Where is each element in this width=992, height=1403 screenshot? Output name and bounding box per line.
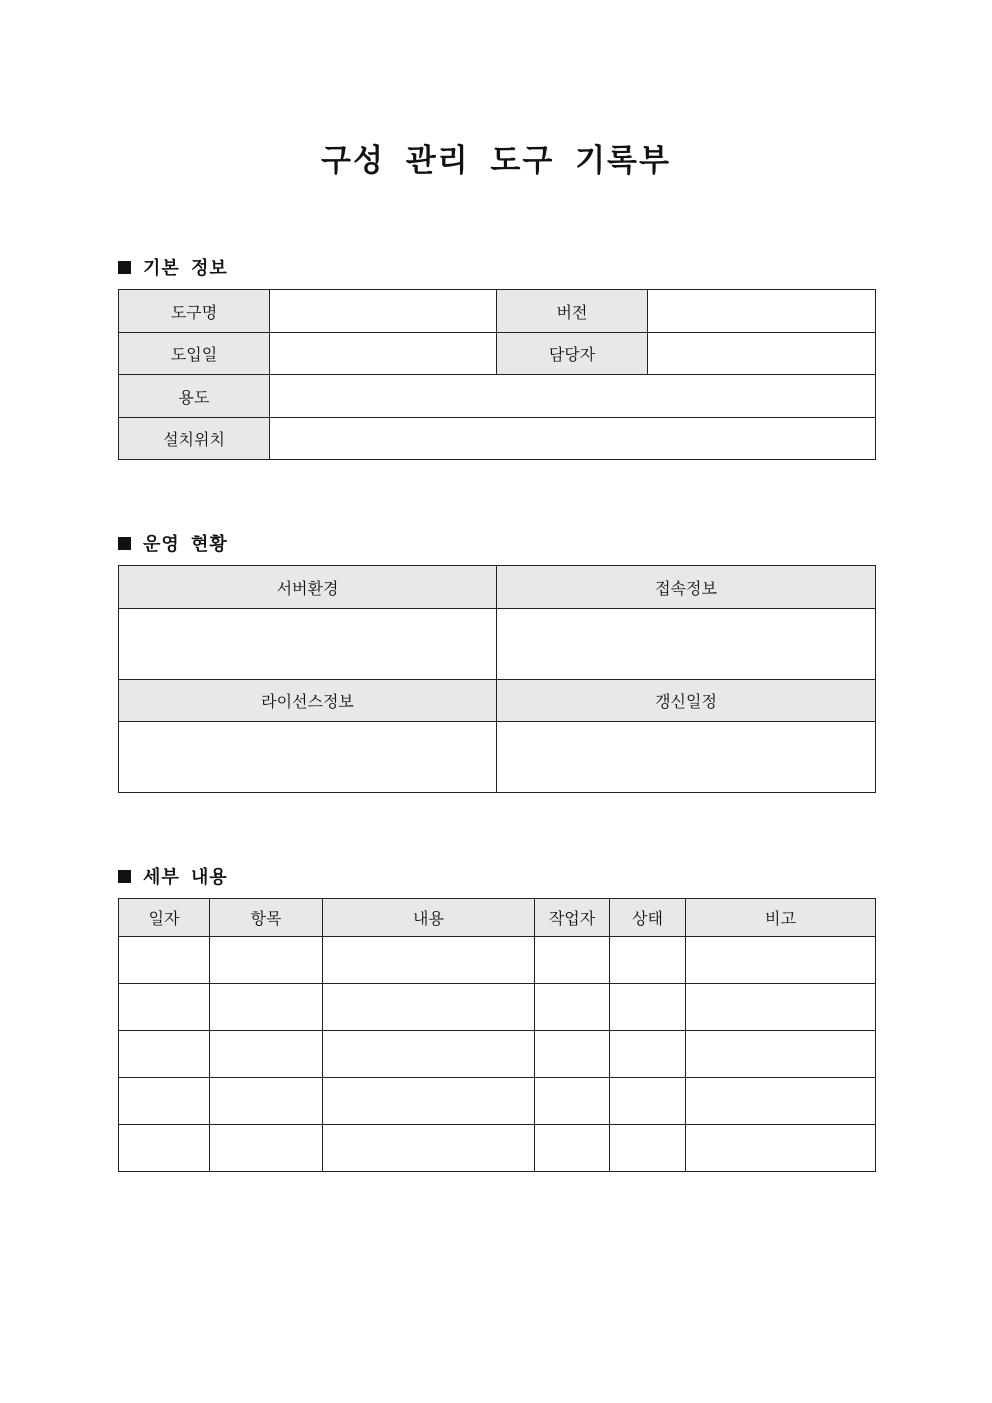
remarks-cell[interactable] — [686, 1125, 876, 1172]
date-cell[interactable] — [119, 937, 210, 984]
basic-row-location — [119, 418, 876, 460]
section-detail-heading — [118, 863, 228, 889]
date-cell[interactable] — [119, 1078, 210, 1125]
label-purpose: 용도 — [119, 375, 270, 418]
remarks-cell[interactable] — [686, 984, 876, 1031]
operation-header-row-1 — [119, 566, 876, 609]
purpose-field[interactable] — [270, 375, 876, 418]
version-field[interactable] — [648, 290, 876, 333]
server-env-field[interactable] — [119, 609, 497, 680]
intro-date-field[interactable] — [270, 333, 497, 375]
status-cell[interactable] — [610, 984, 686, 1031]
date-cell[interactable] — [119, 1125, 210, 1172]
content-cell[interactable] — [323, 937, 535, 984]
operation-table — [118, 565, 876, 793]
content-cell[interactable] — [323, 1031, 535, 1078]
status-cell[interactable] — [610, 1031, 686, 1078]
header-server-env: 서버환경 — [119, 566, 497, 609]
header-license-info: 라이선스정보 — [119, 680, 497, 722]
manager-field[interactable] — [648, 333, 876, 375]
worker-cell[interactable] — [535, 984, 610, 1031]
table-row — [119, 937, 876, 984]
remarks-cell[interactable] — [686, 1078, 876, 1125]
section-operation-heading — [118, 530, 228, 556]
worker-cell[interactable] — [535, 937, 610, 984]
item-cell[interactable] — [210, 1078, 323, 1125]
label-version: 버전 — [497, 290, 648, 333]
item-cell[interactable] — [210, 937, 323, 984]
section-operation-title: 운영 현황 — [143, 534, 228, 555]
access-info-field[interactable] — [497, 609, 876, 680]
basic-row-intro — [119, 333, 876, 375]
column-header-status: 상태 — [610, 899, 686, 937]
content-cell[interactable] — [323, 984, 535, 1031]
detail-table — [118, 898, 876, 1172]
document-title: 구성 관리 도구 기록부 — [321, 143, 671, 179]
square-bullet-icon — [118, 870, 131, 883]
status-cell[interactable] — [610, 1078, 686, 1125]
column-header-remarks: 비고 — [686, 899, 876, 937]
content-cell[interactable] — [323, 1078, 535, 1125]
column-header-content: 내용 — [323, 899, 535, 937]
table-row — [119, 984, 876, 1031]
section-detail-title: 세부 내용 — [143, 867, 228, 888]
basic-row-tool — [119, 290, 876, 333]
worker-cell[interactable] — [535, 1031, 610, 1078]
date-cell[interactable] — [119, 984, 210, 1031]
table-row — [119, 1031, 876, 1078]
square-bullet-icon — [118, 261, 131, 274]
table-row — [119, 1078, 876, 1125]
detail-table-body — [119, 937, 876, 1172]
detail-header-row — [119, 899, 876, 937]
operation-content-row-1 — [119, 609, 876, 680]
item-cell[interactable] — [210, 984, 323, 1031]
item-cell[interactable] — [210, 1125, 323, 1172]
worker-cell[interactable] — [535, 1125, 610, 1172]
label-manager: 담당자 — [497, 333, 648, 375]
label-intro-date: 도입일 — [119, 333, 270, 375]
tool-name-field[interactable] — [270, 290, 497, 333]
header-access-info: 접속정보 — [497, 566, 876, 609]
basic-info-table — [118, 289, 876, 460]
status-cell[interactable] — [610, 1125, 686, 1172]
status-cell[interactable] — [610, 937, 686, 984]
operation-header-row-2 — [119, 680, 876, 722]
date-cell[interactable] — [119, 1031, 210, 1078]
item-cell[interactable] — [210, 1031, 323, 1078]
square-bullet-icon — [118, 537, 131, 550]
label-install-location: 설치위치 — [119, 418, 270, 460]
operation-content-row-2 — [119, 722, 876, 793]
basic-row-purpose — [119, 375, 876, 418]
column-header-item: 항목 — [210, 899, 323, 937]
column-header-date: 일자 — [119, 899, 210, 937]
header-renewal-schedule: 갱신일정 — [497, 680, 876, 722]
renewal-schedule-field[interactable] — [497, 722, 876, 793]
column-header-worker: 작업자 — [535, 899, 610, 937]
content-cell[interactable] — [323, 1125, 535, 1172]
section-basic-heading — [118, 254, 228, 280]
section-basic-title: 기본 정보 — [143, 258, 228, 279]
license-info-field[interactable] — [119, 722, 497, 793]
remarks-cell[interactable] — [686, 1031, 876, 1078]
worker-cell[interactable] — [535, 1078, 610, 1125]
table-row — [119, 1125, 876, 1172]
remarks-cell[interactable] — [686, 937, 876, 984]
label-tool-name: 도구명 — [119, 290, 270, 333]
install-location-field[interactable] — [270, 418, 876, 460]
